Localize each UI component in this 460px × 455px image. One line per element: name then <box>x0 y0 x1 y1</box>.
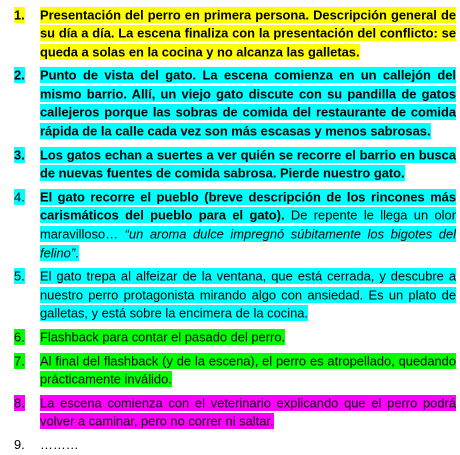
item-number: 2. <box>14 67 25 83</box>
list-item <box>2 6 456 62</box>
list-item <box>2 67 456 141</box>
list-item <box>2 436 456 455</box>
item-text: Los gatos echan a suertes a ver quién se recorre el barrio en busca de nuevas fuentes de comida sabrosa. Pierde nuestro gato. <box>40 147 456 181</box>
list-item <box>2 268 456 324</box>
item-number: 8. <box>14 395 25 411</box>
item-text: Al final del flashback (y de la escena), el perro es atropellado, quedando prácticamente inválido. <box>40 353 456 387</box>
list-item <box>2 146 456 183</box>
item-number: 9. <box>14 437 25 453</box>
item-number: 1. <box>14 7 25 22</box>
item-text-quote: “un aroma dulce impregnó súbitamente los bigotes del felino” <box>40 226 456 261</box>
item-text: Presentación del perro en primera persona. Descripción general de su día a día. La escena finaliza con la presentación del conflicto: se queda a solas en la cocina y no alcanza las galletas. <box>40 7 456 60</box>
list-item <box>2 329 456 348</box>
item-number: 5. <box>14 268 25 284</box>
list-item <box>2 352 456 389</box>
item-number: 3. <box>14 147 25 163</box>
item-number: 4. <box>14 189 25 205</box>
item-text: Punto de vista del gato. La escena comienza en un callejón del mismo barrio. Allí, un viejo gato discute con su pandilla de gatos callejeros porque las sobras de comida del restaurante de comida rápida de la calle cada vez son más escasas y menos sabrosas. <box>40 67 456 139</box>
item-text-bold: El gato recorre el pueblo (breve descripción de los rincones más carismáticos del pueblo para el gato). <box>40 189 456 223</box>
item-text <box>40 189 456 261</box>
item-text: La escena comienza con el veterinario explicando que el perro podrá volver a caminar, pero no correr ni saltar. <box>40 395 456 429</box>
scene-outline-list <box>2 6 456 455</box>
item-text: El gato trepa al alfeizar de la ventana, que está cerrada, y descubre a nuestro perro protagonista mirando algo con ansiedad. Es un plato de galletas, y está sobre la encimera de la cocina. <box>40 268 456 321</box>
item-number: 6. <box>14 329 25 345</box>
item-number: 7. <box>14 353 25 369</box>
list-item <box>2 188 456 262</box>
item-text: Flashback para contar el pasado del perro. <box>40 329 286 345</box>
item-text: ……… <box>40 437 79 453</box>
item-text-end: . <box>75 245 79 261</box>
item-text-plain: De repente le llega un olor maravilloso… <box>40 207 456 242</box>
list-item <box>2 394 456 431</box>
